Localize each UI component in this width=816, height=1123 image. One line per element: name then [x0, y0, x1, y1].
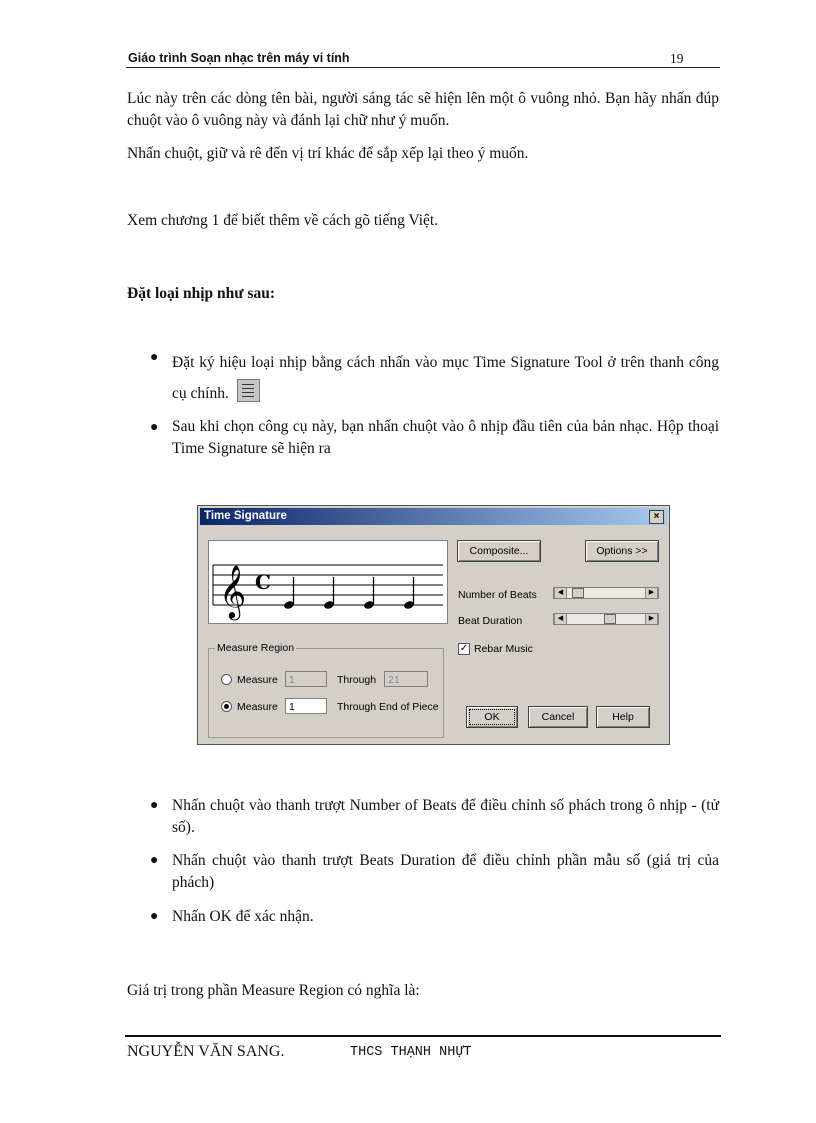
- author-name: NGUYỄN VĂN SANG.: [127, 1043, 285, 1060]
- staff-preview: [208, 540, 448, 624]
- bullet-marker: ●: [150, 798, 159, 813]
- bullet-marker: ●: [150, 853, 159, 868]
- options-button[interactable]: Options >>: [585, 540, 659, 562]
- staff-preview-svg: [209, 541, 447, 623]
- scroll-right-icon[interactable]: ▶: [645, 588, 658, 598]
- paragraph-intro: Lúc này trên các dòng tên bài, người sáng tác sẽ hiện lên một ô vuông nhỏ. Bạn hãy nhấn đúp chuột vào ô vuông này và đánh lại chữ như ý muốn.: [127, 90, 719, 129]
- measure-range-radio[interactable]: [221, 674, 232, 685]
- header-rule: [126, 67, 720, 68]
- measure-to-end-radio[interactable]: [221, 701, 232, 712]
- bullet-marker: ●: [150, 420, 159, 435]
- bullet-select-measure: Sau khi chọn công cụ này, bạn nhấn chuột vào ô nhịp đầu tiên của bản nhạc. Hộp thoại Time Signature sẽ hiện ra: [172, 418, 719, 457]
- scroll-right-icon[interactable]: ▶: [645, 614, 658, 624]
- through-end-label: Through End of Piece: [337, 701, 439, 713]
- beat-duration-slider[interactable]: [553, 613, 659, 625]
- bullet-text: Đặt ký hiệu loại nhịp bằng cách nhấn vào mục Time Signature Tool ở trên thanh công cụ chính.: [172, 354, 719, 402]
- measure-from-field[interactable]: 1: [285, 698, 327, 714]
- rebar-music-checkbox[interactable]: ✓: [459, 643, 469, 654]
- number-of-beats-label: Number of Beats: [458, 589, 537, 601]
- scroll-left-icon[interactable]: ◀: [554, 614, 567, 624]
- section-heading: Đặt loại nhịp như sau:: [127, 285, 275, 302]
- school-name: THCS THẠNH NHỰT: [350, 1045, 472, 1060]
- paragraph-measure-region: Giá trị trong phần Measure Region có nghĩa là:: [127, 982, 420, 999]
- bullet-beat-duration: Nhấn chuột vào thanh trượt Beats Duration để điều chỉnh phần mẫu số (giá trị của phách): [172, 852, 719, 891]
- running-header-title: Giáo trình Soạn nhạc trên máy vi tính: [128, 51, 350, 65]
- composite-button[interactable]: Composite...: [457, 540, 541, 562]
- slider-thumb[interactable]: [604, 614, 616, 624]
- measure-region-legend: Measure Region: [217, 642, 295, 654]
- measure-end-field[interactable]: 21: [384, 671, 428, 687]
- close-icon[interactable]: ×: [649, 510, 664, 524]
- bullet-marker: ●: [150, 350, 159, 365]
- measure-to-end-label: Measure: [237, 701, 278, 713]
- ok-button[interactable]: OK: [466, 706, 518, 728]
- footer-rule: [125, 1035, 721, 1037]
- common-time-symbol: C: [255, 570, 271, 594]
- time-signature-tool-icon: [237, 379, 260, 402]
- cancel-button[interactable]: Cancel: [528, 706, 588, 728]
- dialog-title: Time Signature: [204, 510, 287, 522]
- bullet-number-of-beats: Nhấn chuột vào thanh trượt Number of Beats để điều chỉnh số phách trong ô nhịp - (tử số).: [172, 797, 719, 836]
- dialog-title-bar: [200, 508, 667, 525]
- page-number: 19: [670, 51, 684, 66]
- bullet-time-signature-tool: [172, 347, 719, 409]
- slider-thumb[interactable]: [572, 588, 584, 598]
- through-label: Through: [337, 674, 377, 686]
- help-button[interactable]: Help: [596, 706, 650, 728]
- treble-clef-icon: 𝄞: [219, 564, 247, 618]
- time-signature-dialog: [197, 505, 670, 745]
- measure-range-label: Measure: [237, 674, 278, 686]
- measure-region-group: [208, 642, 444, 738]
- bullet-confirm-ok: Nhấn OK để xác nhận.: [172, 908, 314, 925]
- rebar-music-label: Rebar Music: [474, 643, 533, 655]
- measure-start-field[interactable]: 1: [285, 671, 327, 687]
- number-of-beats-slider[interactable]: [553, 587, 659, 599]
- beat-duration-label: Beat Duration: [458, 615, 523, 627]
- paragraph-chapter-ref: Xem chương 1 để biết thêm về cách gõ tiếng Việt.: [127, 212, 439, 229]
- bullet-marker: ●: [150, 909, 159, 924]
- scroll-left-icon[interactable]: ◀: [554, 588, 567, 598]
- paragraph-drag: Nhấn chuột, giữ và rê đến vị trí khác để sắp xếp lại theo ý muốn.: [127, 145, 529, 162]
